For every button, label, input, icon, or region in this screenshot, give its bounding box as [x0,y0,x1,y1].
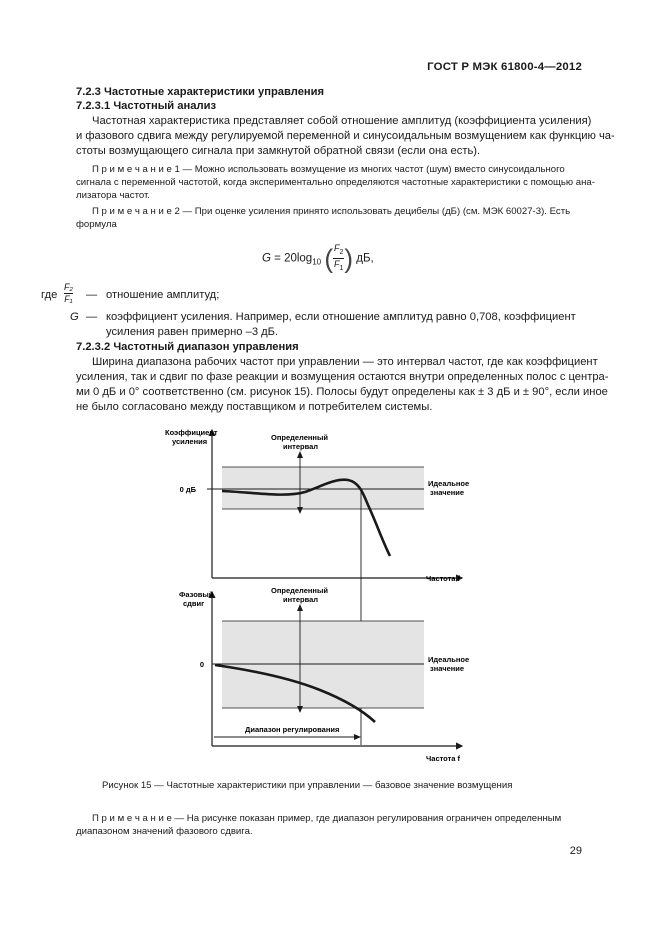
phase-interval-label-2: интервал [283,595,319,604]
gain-ideal-label-1: Идеальное [428,479,470,488]
para1-line-3: стоты возмущающего сигнала при замкнутой обратной связи (если она есть). [76,145,481,157]
phase-ylabel-2: сдвиг [183,599,205,608]
note1-line-2: сигнала с переменной частотой, когда экспериментально определяются частотные характеристики с помощью ана- [76,177,595,188]
def1-symbol-den: F₁ [64,294,73,304]
phase-interval-label-1: Определенный [271,586,328,595]
gain-plot [165,428,469,583]
gain-interval-label-2: интервал [283,442,319,451]
formula-unit: дБ, [356,252,374,265]
para1-line-2: и фазового сдвига между регулируемой переменной и синусоидальным возмущением как функцию ча- [76,130,615,142]
para2-line-3: ми 0 дБ и 0° соответственно (см. рисунок 15). Полосы будут определены как ± 3 дБ и ± 90°, если иное [76,386,608,398]
gain-formula: $G = 20\log_{10}$ ( $\frac{F_2}{F_1}$ ) дБ, [262,243,374,274]
phase-ideal-label-1: Идеальное [428,655,470,664]
para1-line-1: Частотная характеристика представляет собой отношение амплитуд (коэффициента усиления) [92,115,592,127]
heading-7-2-3-1: 7.2.3.1 Частотный анализ [76,100,217,112]
note1-line-3: лизатора частот. [76,190,150,201]
gain-zero-label: 0 дБ [179,485,196,494]
formula-eq: = 20log [274,252,313,265]
def2-dash: — [86,311,98,323]
def1-text: отношение амплитуд; [106,289,220,301]
def2-line-1: коэффициент усиления. Например, если отношение амплитуд равно 0,708, коэффициент [106,311,576,323]
phase-xlabel: Частота f [426,754,461,763]
gain-ideal-label-2: значение [430,488,465,497]
note3-line-2: диапазоном значений фазового сдвига. [76,826,253,837]
para2-line-4: не было согласовано между поставщиком и потребителем системы. [76,401,433,413]
figure-caption: Рисунок 15 — Частотные характеристики при управлении — базовое значение возмущения [102,780,513,791]
formula-log-base: 10 [312,257,322,267]
note2-line-1: — При оценке усиления принято использовать децибелы (дБ) (см. МЭК 60027-3). Есть [179,206,571,217]
range-arrowhead [354,734,361,740]
def2-symbol: G [70,311,79,323]
heading-7-2-3: 7.2.3 Частотные характеристики управления [76,86,325,98]
page-number: 29 [569,845,582,857]
phase-zero-label: 0 [199,660,204,669]
note3-label: П р и м е ч а н и е [92,813,172,824]
def1-symbol-num: F₂ [64,282,73,292]
formula-den-sub: 1 [339,264,344,272]
def2-line-2: усиления равен примерно –3 дБ. [106,326,279,338]
def1-dash: — [86,289,98,301]
formula-lhs: G [262,252,271,265]
phase-plot [179,586,469,763]
formula-num: F [334,243,340,253]
phase-ideal-label-2: значение [430,664,465,673]
phase-ylabel-1: Фазовый [179,590,214,599]
para2-line-1: Ширина диапазона рабочих частот при управлении — это интервал частот, где как коэффициент [92,356,598,368]
gain-ylabel-2: усиления [172,437,208,446]
gain-ylabel-1: Коэффициент [165,428,218,437]
note-3 [76,812,581,838]
heading-7-2-3-2: 7.2.3.2 Частотный диапазон управления [76,341,299,353]
gain-xlabel: Частота f [426,574,461,583]
formula-den: F [334,258,340,269]
gain-band [222,467,424,509]
document-code: ГОСТ Р МЭК 61800-4—2012 [427,61,582,73]
range-label: Диапазон регулирования [245,725,340,734]
def-where: где [41,289,58,301]
note2-label: П р и м е ч а н и е 2 [92,206,180,217]
note1-line-1: — Можно использовать возмущение из многих частот (шум) вместо синусоидального [179,164,565,175]
gain-interval-label-1: Определенный [271,433,328,442]
note3-line-1: — На рисунке показан пример, где диапазон регулирования ограничен определенным [171,813,562,824]
formula-num-sub: 2 [339,248,344,256]
para2-line-2: усиления, так и сдвиг по фазе реакции и возмущения остаются внутри определенных полос с центра- [76,371,609,383]
note2-line-2: формула [76,219,117,230]
note1-label: П р и м е ч а н и е 1 [92,164,180,175]
